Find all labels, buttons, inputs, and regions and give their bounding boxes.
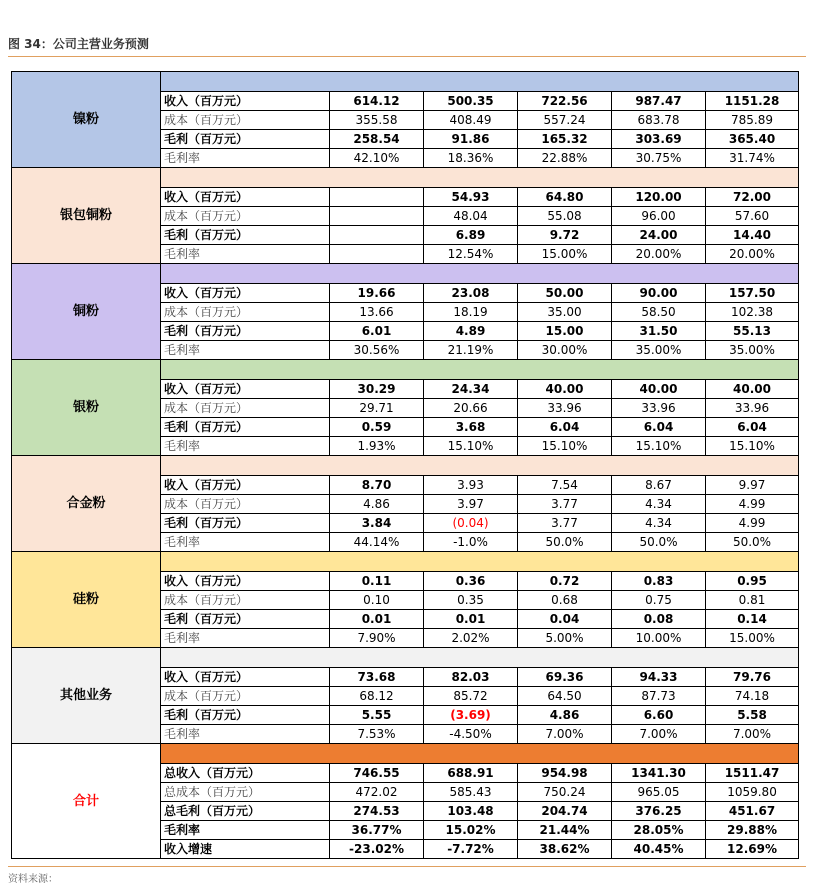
value-cell: 303.69 <box>612 130 706 149</box>
value-cell: 24.00 <box>612 226 706 245</box>
row-label: 毛利率 <box>161 821 330 840</box>
value-cell: 96.00 <box>612 207 706 226</box>
row-label: 收入（百万元） <box>161 572 330 591</box>
value-cell: 4.34 <box>612 514 706 533</box>
value-cell: 33.96 <box>612 399 706 418</box>
value-cell: 91.86 <box>424 130 518 149</box>
value-cell: 74.18 <box>706 687 799 706</box>
value-cell: 0.35 <box>424 591 518 610</box>
segment-name: 其他业务 <box>12 648 161 744</box>
value-cell: 965.05 <box>612 783 706 802</box>
segment-band-row <box>12 360 799 380</box>
value-cell: 746.55 <box>330 764 424 783</box>
value-cell: 21.44% <box>518 821 612 840</box>
row-label: 收入增速 <box>161 840 330 859</box>
row-label: 成本（百万元） <box>161 687 330 706</box>
row-label: 总收入（百万元） <box>161 764 330 783</box>
value-cell: 36.77% <box>330 821 424 840</box>
segment-name: 铜粉 <box>12 264 161 360</box>
value-cell: 14.40 <box>706 226 799 245</box>
value-cell: 0.72 <box>518 572 612 591</box>
value-cell: 3.84 <box>330 514 424 533</box>
value-cell: 0.04 <box>518 610 612 629</box>
row-label: 毛利率 <box>161 341 330 360</box>
value-cell: 3.68 <box>424 418 518 437</box>
value-cell: 376.25 <box>612 802 706 821</box>
value-cell: 35.00% <box>706 341 799 360</box>
row-label: 毛利（百万元） <box>161 610 330 629</box>
value-cell: 6.60 <box>612 706 706 725</box>
value-cell: 15.00 <box>518 322 612 341</box>
value-cell: 1511.47 <box>706 764 799 783</box>
value-cell: 31.74% <box>706 149 799 168</box>
value-cell: 4.86 <box>518 706 612 725</box>
value-cell: 35.00% <box>612 341 706 360</box>
row-label: 毛利（百万元） <box>161 514 330 533</box>
value-cell: 585.43 <box>424 783 518 802</box>
value-cell: 722.56 <box>518 92 612 111</box>
value-cell: 204.74 <box>518 802 612 821</box>
value-cell: 57.60 <box>706 207 799 226</box>
segment-name: 硅粉 <box>12 552 161 648</box>
value-cell: 8.67 <box>612 476 706 495</box>
value-cell: 7.53% <box>330 725 424 744</box>
value-cell: 24.34 <box>424 380 518 399</box>
value-cell: (0.04) <box>424 514 518 533</box>
row-label: 收入（百万元） <box>161 380 330 399</box>
row-label: 收入（百万元） <box>161 92 330 111</box>
value-cell: 0.81 <box>706 591 799 610</box>
value-cell: 451.67 <box>706 802 799 821</box>
value-cell: 50.0% <box>612 533 706 552</box>
value-cell: 9.72 <box>518 226 612 245</box>
value-cell: 8.70 <box>330 476 424 495</box>
value-cell: 7.00% <box>612 725 706 744</box>
value-cell: 103.48 <box>424 802 518 821</box>
source-note: 资料来源： <box>8 874 58 885</box>
segment-color-band <box>161 552 799 572</box>
row-label: 毛利率 <box>161 629 330 648</box>
segment-band-row <box>12 168 799 188</box>
value-cell: 6.01 <box>330 322 424 341</box>
value-cell: -4.50% <box>424 725 518 744</box>
value-cell: 58.50 <box>612 303 706 322</box>
segment-color-band <box>161 264 799 284</box>
value-cell: 6.04 <box>706 418 799 437</box>
row-label: 总毛利（百万元） <box>161 802 330 821</box>
value-cell: (3.69) <box>424 706 518 725</box>
value-cell: 987.47 <box>612 92 706 111</box>
row-label: 收入（百万元） <box>161 668 330 687</box>
value-cell: 557.24 <box>518 111 612 130</box>
value-cell: 0.36 <box>424 572 518 591</box>
value-cell: 15.10% <box>706 437 799 456</box>
value-cell: 5.00% <box>518 629 612 648</box>
value-cell: 15.02% <box>424 821 518 840</box>
segment-name: 合计 <box>12 744 161 859</box>
row-label: 毛利（百万元） <box>161 226 330 245</box>
value-cell: 0.83 <box>612 572 706 591</box>
forecast-table-container <box>11 71 798 859</box>
value-cell: 365.40 <box>706 130 799 149</box>
value-cell: 40.00 <box>612 380 706 399</box>
value-cell: 64.80 <box>518 188 612 207</box>
value-cell: 23.08 <box>424 284 518 303</box>
value-cell: 18.19 <box>424 303 518 322</box>
value-cell: 750.24 <box>518 783 612 802</box>
value-cell: 0.11 <box>330 572 424 591</box>
value-cell: 1059.80 <box>706 783 799 802</box>
value-cell: 15.00% <box>706 629 799 648</box>
value-cell: 15.10% <box>612 437 706 456</box>
value-cell: 4.89 <box>424 322 518 341</box>
value-cell: 0.01 <box>330 610 424 629</box>
value-cell <box>330 245 424 264</box>
row-label: 毛利（百万元） <box>161 706 330 725</box>
segment-color-band <box>161 360 799 380</box>
value-cell: 3.77 <box>518 514 612 533</box>
row-label: 成本（百万元） <box>161 399 330 418</box>
value-cell: 44.14% <box>330 533 424 552</box>
value-cell: 64.50 <box>518 687 612 706</box>
footer-rule <box>8 866 806 867</box>
value-cell: 54.93 <box>424 188 518 207</box>
value-cell: 50.00 <box>518 284 612 303</box>
value-cell: 7.90% <box>330 629 424 648</box>
value-cell: 79.76 <box>706 668 799 687</box>
value-cell: 69.36 <box>518 668 612 687</box>
value-cell: 7.00% <box>706 725 799 744</box>
row-label: 毛利率 <box>161 437 330 456</box>
forecast-table <box>11 71 799 859</box>
value-cell: 28.05% <box>612 821 706 840</box>
figure-title: 图 34：公司主营业务预测 <box>8 37 149 51</box>
segment-band-row <box>12 744 799 764</box>
value-cell: 0.10 <box>330 591 424 610</box>
value-cell: 3.77 <box>518 495 612 514</box>
segment-name: 银包铜粉 <box>12 168 161 264</box>
row-label: 毛利（百万元） <box>161 322 330 341</box>
value-cell: 42.10% <box>330 149 424 168</box>
value-cell: 0.01 <box>424 610 518 629</box>
row-label: 成本（百万元） <box>161 495 330 514</box>
value-cell: 4.99 <box>706 495 799 514</box>
value-cell: 0.75 <box>612 591 706 610</box>
segment-name: 银粉 <box>12 360 161 456</box>
value-cell: 157.50 <box>706 284 799 303</box>
value-cell: 355.58 <box>330 111 424 130</box>
segment-band-row <box>12 456 799 476</box>
value-cell: 12.69% <box>706 840 799 859</box>
value-cell: 1151.28 <box>706 92 799 111</box>
value-cell: 688.91 <box>424 764 518 783</box>
row-label: 收入（百万元） <box>161 284 330 303</box>
segment-name: 合金粉 <box>12 456 161 552</box>
row-label: 成本（百万元） <box>161 207 330 226</box>
value-cell: 21.19% <box>424 341 518 360</box>
value-cell: 3.93 <box>424 476 518 495</box>
value-cell: 40.00 <box>706 380 799 399</box>
value-cell: 0.68 <box>518 591 612 610</box>
segment-color-band <box>161 168 799 188</box>
value-cell: 6.89 <box>424 226 518 245</box>
segment-color-band <box>161 744 799 764</box>
value-cell: 29.71 <box>330 399 424 418</box>
value-cell: 87.73 <box>612 687 706 706</box>
title-rule <box>8 56 806 57</box>
value-cell: 12.54% <box>424 245 518 264</box>
value-cell: 500.35 <box>424 92 518 111</box>
value-cell: 22.88% <box>518 149 612 168</box>
value-cell: 20.00% <box>612 245 706 264</box>
value-cell: 35.00 <box>518 303 612 322</box>
value-cell: 30.75% <box>612 149 706 168</box>
value-cell: 20.00% <box>706 245 799 264</box>
value-cell: 33.96 <box>518 399 612 418</box>
value-cell: 90.00 <box>612 284 706 303</box>
value-cell: 5.55 <box>330 706 424 725</box>
value-cell: 7.54 <box>518 476 612 495</box>
segment-color-band <box>161 456 799 476</box>
row-label: 成本（百万元） <box>161 303 330 322</box>
value-cell: 50.0% <box>706 533 799 552</box>
value-cell: -1.0% <box>424 533 518 552</box>
value-cell: 9.97 <box>706 476 799 495</box>
value-cell: 13.66 <box>330 303 424 322</box>
value-cell: 40.00 <box>518 380 612 399</box>
row-label: 收入（百万元） <box>161 476 330 495</box>
value-cell: 94.33 <box>612 668 706 687</box>
value-cell: 30.56% <box>330 341 424 360</box>
value-cell: 40.45% <box>612 840 706 859</box>
value-cell: 7.00% <box>518 725 612 744</box>
segment-band-row <box>12 72 799 92</box>
segment-band-row <box>12 648 799 668</box>
value-cell: 10.00% <box>612 629 706 648</box>
value-cell: 33.96 <box>706 399 799 418</box>
segment-band-row <box>12 264 799 284</box>
value-cell <box>330 226 424 245</box>
value-cell: 31.50 <box>612 322 706 341</box>
value-cell: 50.0% <box>518 533 612 552</box>
value-cell: 0.08 <box>612 610 706 629</box>
value-cell: 683.78 <box>612 111 706 130</box>
value-cell: 72.00 <box>706 188 799 207</box>
value-cell: 3.97 <box>424 495 518 514</box>
row-label: 成本（百万元） <box>161 591 330 610</box>
value-cell: 614.12 <box>330 92 424 111</box>
value-cell: 19.66 <box>330 284 424 303</box>
value-cell: 0.59 <box>330 418 424 437</box>
value-cell: 165.32 <box>518 130 612 149</box>
value-cell: 4.34 <box>612 495 706 514</box>
value-cell: 68.12 <box>330 687 424 706</box>
row-label: 成本（百万元） <box>161 111 330 130</box>
value-cell: 102.38 <box>706 303 799 322</box>
value-cell: 85.72 <box>424 687 518 706</box>
row-label: 毛利率 <box>161 149 330 168</box>
value-cell: 6.04 <box>518 418 612 437</box>
segment-color-band <box>161 72 799 92</box>
segment-name: 镍粉 <box>12 72 161 168</box>
value-cell: 785.89 <box>706 111 799 130</box>
value-cell: 4.86 <box>330 495 424 514</box>
segment-color-band <box>161 648 799 668</box>
value-cell: -7.72% <box>424 840 518 859</box>
row-label: 毛利（百万元） <box>161 130 330 149</box>
row-label: 毛利率 <box>161 245 330 264</box>
value-cell: 15.10% <box>424 437 518 456</box>
value-cell: 30.00% <box>518 341 612 360</box>
value-cell: 120.00 <box>612 188 706 207</box>
row-label: 总成本（百万元） <box>161 783 330 802</box>
value-cell: 55.13 <box>706 322 799 341</box>
value-cell: 15.10% <box>518 437 612 456</box>
value-cell <box>330 188 424 207</box>
value-cell: 472.02 <box>330 783 424 802</box>
value-cell: 4.99 <box>706 514 799 533</box>
value-cell: 954.98 <box>518 764 612 783</box>
value-cell: -23.02% <box>330 840 424 859</box>
value-cell: 38.62% <box>518 840 612 859</box>
value-cell: 5.58 <box>706 706 799 725</box>
value-cell: 18.36% <box>424 149 518 168</box>
value-cell: 408.49 <box>424 111 518 130</box>
value-cell: 55.08 <box>518 207 612 226</box>
row-label: 收入（百万元） <box>161 188 330 207</box>
value-cell: 258.54 <box>330 130 424 149</box>
value-cell: 29.88% <box>706 821 799 840</box>
value-cell <box>330 207 424 226</box>
value-cell: 30.29 <box>330 380 424 399</box>
row-label: 毛利（百万元） <box>161 418 330 437</box>
value-cell: 0.14 <box>706 610 799 629</box>
value-cell: 1341.30 <box>612 764 706 783</box>
row-label: 毛利率 <box>161 725 330 744</box>
value-cell: 6.04 <box>612 418 706 437</box>
value-cell: 82.03 <box>424 668 518 687</box>
value-cell: 73.68 <box>330 668 424 687</box>
value-cell: 1.93% <box>330 437 424 456</box>
value-cell: 0.95 <box>706 572 799 591</box>
segment-band-row <box>12 552 799 572</box>
value-cell: 2.02% <box>424 629 518 648</box>
value-cell: 15.00% <box>518 245 612 264</box>
value-cell: 20.66 <box>424 399 518 418</box>
row-label: 毛利率 <box>161 533 330 552</box>
value-cell: 274.53 <box>330 802 424 821</box>
value-cell: 48.04 <box>424 207 518 226</box>
